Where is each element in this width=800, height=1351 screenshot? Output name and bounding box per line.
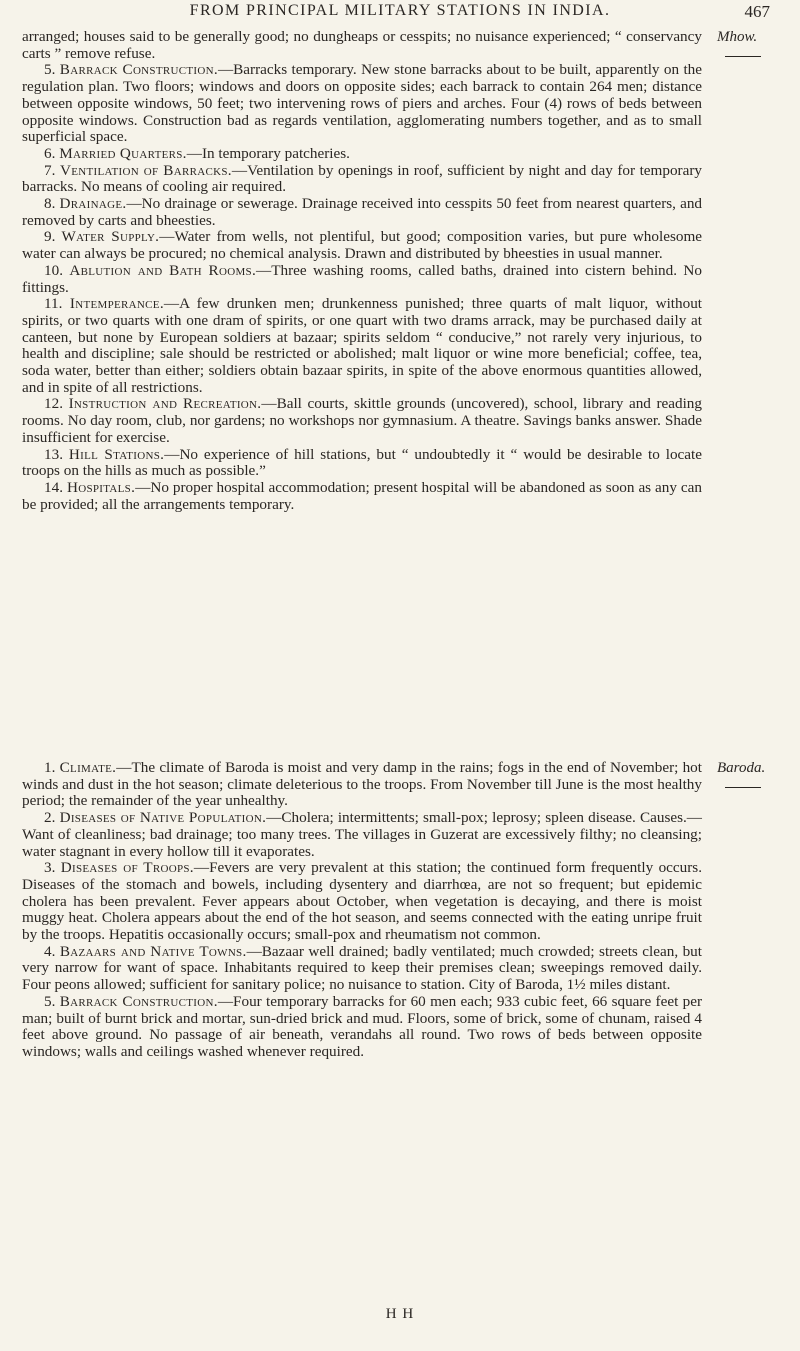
paragraph-heading: Water Supply.	[61, 228, 160, 246]
paragraph-number: 6.	[44, 144, 56, 162]
paragraph-text: —In temporary patcheries.	[186, 144, 350, 162]
mhow-paragraph	[22, 146, 702, 163]
mhow-side-label	[717, 29, 787, 57]
paragraph-heading: Ventilation of Barracks.	[59, 161, 232, 179]
paragraph-text: —Cholera; intermittents; small-pox; leprosy; spleen disease. Causes.—Want of cleanliness; bad drainage; too many trees. The villages in Guzerat are excessively filthy; no cleansing; water stagnant in every hollow till it evaporates.	[22, 809, 702, 860]
side-label-text: Mhow.	[717, 29, 758, 45]
mhow-paragraph	[22, 296, 702, 396]
paragraph-heading: Bazaars and Native Towns.	[59, 942, 247, 960]
paragraph-heading: Hospitals.	[66, 478, 136, 496]
paragraph-text: —Water from wells, not plentiful, but good; composition varies, but pure wholesome water can always be procured; no chemical analysis. Drawn and distributed by bheesties in usual manner.	[22, 228, 703, 263]
paragraph-number: 3.	[44, 859, 56, 877]
mhow-paragraph	[22, 229, 702, 262]
paragraph-heading: Barrack Construction.	[59, 61, 218, 79]
mhow-paragraph	[22, 62, 702, 146]
paragraph-number: 1.	[44, 759, 56, 776]
mhow-paragraph	[22, 396, 702, 446]
paragraph-text: —Fevers are very prevalent at this station; the continued form frequently occurs. Diseases of the stomach and bowels, including dysentery and diarrhœa, are not so frequent; but epidemic cholera has been prevalent. Fever appears about October, when vegetation is decaying, and there is moist muggy heat. Cholera appears about the end of the hot season, and seems connected with the eating unripe fruit by the troops. Hepatitis occasionally occurs; small-pox and rheumatism not common.	[22, 859, 703, 944]
paragraph-text: —Ball courts, skittle grounds (uncovered), school, library and reading rooms. No day room, club, nor gardens; no workshops nor gymnasium. A theatre. Savings banks answer. Shade insufficient for exercise.	[22, 395, 702, 446]
mhow-section	[22, 29, 702, 513]
paragraph-number: 10.	[44, 261, 63, 279]
baroda-section	[22, 760, 702, 1061]
paragraph-heading: Barrack Construction.	[59, 992, 218, 1010]
paragraph-number: 5.	[44, 61, 56, 79]
paragraph-number: 8.	[44, 195, 56, 213]
paragraph-number: 4.	[44, 942, 56, 960]
paragraph-text: —No drainage or sewerage. Drainage received into cesspits 50 feet from nearest quarters, and removed by carts and bheesties.	[22, 195, 703, 229]
paragraph-text: —Three washing rooms, called baths, drained into cistern behind. No fittings.	[22, 261, 702, 296]
paragraph-heading: Intemperance.	[69, 295, 164, 313]
paragraph-number: 11.	[44, 295, 63, 313]
baroda-paragraph	[22, 994, 702, 1061]
paragraph-heading: Diseases of Troops.	[60, 859, 194, 877]
paragraph-number: 13.	[44, 445, 63, 463]
signature-mark: H H	[385, 1306, 415, 1322]
paragraph-heading: Instruction and Recreation.	[68, 395, 262, 413]
paragraph-number: 12.	[44, 395, 63, 413]
paragraph-text: —Bazaar well drained; badly ventilated; much crowded; streets clean, but very narrow for want of space. Inhabitants required to keep their premises clean; sweepings removed daily. Four peons allowed; sufficient for sanitary police; no nuisance to station. City of Baroda, 1½ miles distant.	[22, 942, 702, 994]
paragraph-number: 5.	[44, 992, 56, 1010]
paragraph-text: —Barracks temporary. New stone barracks about to be built, apparently on the regulation plan. Two floors; windows and doors on opposite sides; each barrack to contain 264 men; distance between opposite windows, 50 feet; two intervening rows of piers and arches. Four (4) rows of beds between opposite windows. Construction bad as regards ventilation, agglomerating numbers together, and as to small superficial space.	[22, 61, 702, 146]
side-label-rule	[725, 56, 761, 57]
page-number: 467	[744, 2, 770, 21]
baroda-paragraph	[22, 944, 702, 994]
baroda-side-label	[717, 760, 787, 788]
side-label-rule	[725, 787, 761, 788]
paragraph-heading: Diseases of Native Population.	[59, 809, 267, 827]
paragraph-text: —No proper hospital accommodation; present hospital will be abandoned as soon as any can be provided; all the arrangements temporary.	[22, 478, 703, 513]
paragraph-text: —Four temporary barracks for 60 men each; 933 cubic feet, 66 square feet per man; built of burnt brick and mortar, sun-dried brick and mud. Floors, some of brick, some of chunam, raised 4 feet above ground. No passage of air beneath, verandahs all round. Two rows of beds between opposite windows; walls and ceilings washed whenever required.	[22, 992, 703, 1060]
mhow-paragraph	[22, 447, 702, 480]
paragraph-number: 2.	[44, 809, 56, 827]
paragraph-text: —The climate of Baroda is moist and very damp in the rains; fogs in the end of November; hot winds and dust in the hot season; climate deleterious to the troops. From November till June is the most healthy period; the remainder of the year unhealthy.	[22, 759, 702, 810]
mhow-paragraph	[22, 29, 702, 62]
paragraph-heading: Drainage.	[59, 195, 127, 213]
running-title: FROM PRINCIPAL MILITARY STATIONS IN INDIA.	[189, 2, 611, 19]
paragraph-heading: Hill Stations.	[68, 445, 165, 463]
paragraph-heading: Ablution and Bath Rooms.	[69, 261, 257, 279]
baroda-paragraph	[22, 760, 702, 810]
paragraph-text: —A few drunken men; drunkenness punished; three quarts of malt liquor, without spirits, or two quarts with one dram of spirits, or one quart with two drams arrack, may be purchased daily at canteen, but none by European soldiers at bazaar; spirits seldom “ conducive,” not rarely very injurious, to health and discipline; sale should be restricted or abolished; malt liquor or wine more beneficial; coffee, tea, soda water, better than either; soldiers obtain bazaar spirits, in spite of the above enormous quantities allowed, and in spite of all restrictions.	[22, 295, 703, 396]
paragraph-number: 14.	[44, 478, 63, 496]
mhow-paragraph	[22, 196, 702, 229]
baroda-paragraph	[22, 810, 702, 860]
baroda-paragraph	[22, 860, 702, 944]
mhow-paragraph	[22, 163, 702, 196]
paragraph-number: 7.	[44, 161, 56, 179]
mhow-paragraph	[22, 480, 702, 513]
running-header	[0, 2, 800, 20]
paragraph-text: arranged; houses said to be generally good; no dungheaps or cesspits; no nuisance experienced; “ conservancy carts ” remove refuse.	[22, 28, 702, 62]
paragraph-number: 9.	[44, 228, 56, 246]
side-label-text: Baroda.	[717, 760, 766, 776]
paragraph-heading: Married Quarters.	[59, 144, 187, 162]
paragraph-heading: Climate.	[59, 759, 117, 776]
paragraph-text: —No experience of hill stations, but “ undoubtedly it “ would be desirable to locate troops on the hills as much as possible.”	[22, 445, 702, 480]
paragraph-text: —Ventilation by openings in roof, sufficient by night and day for temporary barracks. No means of cooling air required.	[22, 161, 702, 196]
mhow-paragraph	[22, 263, 702, 296]
